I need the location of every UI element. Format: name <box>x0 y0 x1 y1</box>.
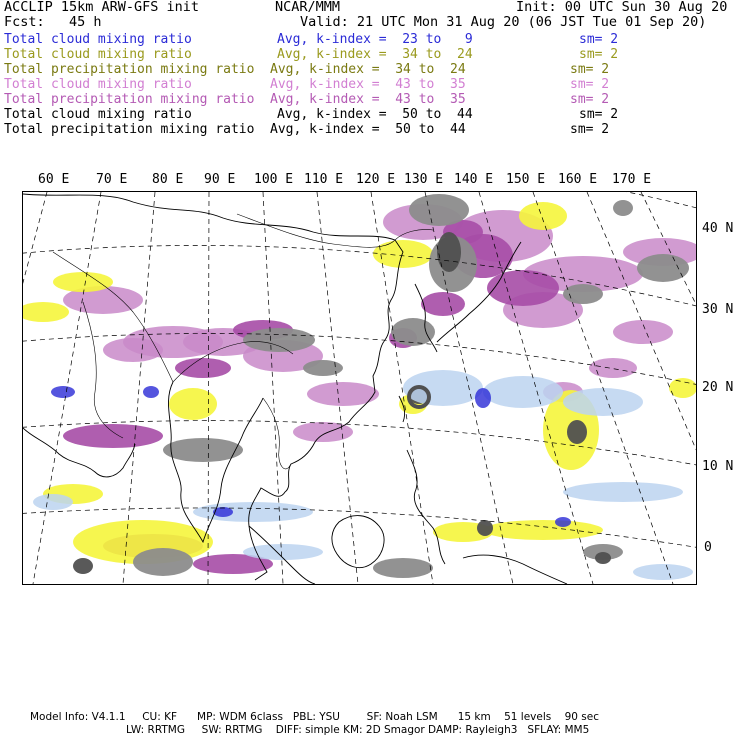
longitude-line <box>23 192 47 584</box>
cloud-field-patch <box>303 360 343 376</box>
longitude-label: 60 E <box>38 172 70 187</box>
field-k-range: Avg, k-index = 34 to 24 <box>270 62 466 77</box>
cloud-field-patch <box>193 502 313 522</box>
latitude-label: 20 N <box>702 380 734 395</box>
longitude-label: 150 E <box>506 172 546 187</box>
field-smoothing: sm= 2 <box>570 77 610 92</box>
coastline-new-guinea <box>463 555 567 584</box>
cloud-field-patch <box>563 482 683 502</box>
longitude-label: 70 E <box>96 172 128 187</box>
cloud-field-patch <box>589 358 637 378</box>
cloud-field-patch <box>143 386 159 398</box>
cloud-field-patch <box>633 564 693 580</box>
cloud-field-patch <box>391 318 435 346</box>
longitude-line <box>263 192 283 584</box>
cloud-field-patch <box>555 517 571 527</box>
coastline-philippines <box>407 450 445 564</box>
border-iran <box>83 302 123 438</box>
longitude-label: 110 E <box>304 172 344 187</box>
cloud-field-patch <box>409 194 469 226</box>
init-time: Init: 00 UTC Sun 30 Aug 20 <box>516 0 728 15</box>
cloud-field-patch <box>563 284 603 304</box>
longitude-label: 170 E <box>612 172 652 187</box>
cloud-field-patch <box>169 388 217 420</box>
valid-time: Valid: 21 UTC Mon 31 Aug 20 (06 JST Tue 01 Sep 20) <box>300 14 707 30</box>
cloud-field-patch <box>53 272 113 292</box>
center-label: NCAR/MMM <box>275 0 341 15</box>
cloud-field-patch <box>437 232 461 272</box>
field-name: Total cloud mixing ratio <box>4 32 192 47</box>
cloud-field-patch <box>23 302 69 322</box>
field-name: Total precipitation mixing ratio <box>4 62 255 77</box>
forecast-hour: Fcst: 45 h <box>4 14 102 30</box>
cloud-field-patch <box>483 376 563 408</box>
latitude-label: 30 N <box>702 302 734 317</box>
map-canvas <box>23 192 696 584</box>
border-mekong <box>263 398 291 469</box>
field-name: Total precipitation mixing ratio <box>4 92 255 107</box>
cloud-field-patch <box>567 420 587 444</box>
cloud-field-patch <box>33 494 73 510</box>
border-central-asia <box>53 252 173 382</box>
field-smoothing: sm= 2 <box>579 47 619 62</box>
cloud-field-patch <box>51 386 75 398</box>
cloud-field-patch <box>487 270 559 306</box>
cloud-field-patch <box>637 254 689 282</box>
longitude-label: 130 E <box>404 172 444 187</box>
longitude-label: 160 E <box>558 172 598 187</box>
field-k-range: Avg, k-index = 34 to 24 <box>277 47 473 62</box>
cloud-field-patch <box>73 558 93 574</box>
field-name: Total cloud mixing ratio <box>4 77 192 92</box>
cloud-field-patch <box>373 558 433 578</box>
latitude-label: 0 <box>704 540 712 555</box>
cloud-field-patch <box>595 552 611 564</box>
longitude-label: 120 E <box>356 172 396 187</box>
field-name: Total cloud mixing ratio <box>4 47 192 62</box>
cloud-field-patch <box>563 388 643 416</box>
field-smoothing: sm= 2 <box>579 32 619 47</box>
longitude-line <box>33 192 101 584</box>
field-smoothing: sm= 2 <box>579 107 619 122</box>
cloud-field-patch <box>477 520 493 536</box>
cloud-field-patch <box>175 358 231 378</box>
latitude-label: 10 N <box>702 459 734 474</box>
field-smoothing: sm= 2 <box>570 122 610 137</box>
cloud-field-patch <box>307 382 379 406</box>
model-info-line2: LW: RRTMG SW: RRTMG DIFF: simple KM: 2D Smagor DAMP: Rayleigh3 SFLAY: MM5 <box>126 724 590 736</box>
cloud-field-patch <box>63 424 163 448</box>
cloud-field-patch <box>613 320 673 344</box>
longitude-label: 100 E <box>254 172 294 187</box>
field-smoothing: sm= 2 <box>570 62 610 77</box>
cloud-field-patch <box>475 388 491 408</box>
cloud-field-patch <box>133 548 193 576</box>
cloud-field-patch <box>613 200 633 216</box>
plot-title: ACCLIP 15km ARW-GFS init <box>4 0 200 15</box>
longitude-label: 140 E <box>454 172 494 187</box>
field-k-range: Avg, k-index = 43 to 35 <box>270 92 466 107</box>
latitude-line <box>23 192 696 212</box>
field-k-range: Avg, k-index = 50 to 44 <box>270 122 466 137</box>
latitude-label: 40 N <box>702 221 734 236</box>
cloud-field-patch <box>421 292 465 316</box>
longitude-label: 90 E <box>204 172 236 187</box>
cloud-field-patch <box>519 202 567 230</box>
field-name: Total precipitation mixing ratio <box>4 122 255 137</box>
longitude-line <box>208 192 209 584</box>
field-k-range: Avg, k-index = 23 to 9 <box>277 32 473 47</box>
border-china-mongolia <box>237 214 395 247</box>
field-k-range: Avg, k-index = 50 to 44 <box>277 107 473 122</box>
map-panel <box>22 191 697 585</box>
field-name: Total cloud mixing ratio <box>4 107 192 122</box>
field-smoothing: sm= 2 <box>570 92 610 107</box>
cloud-field-patch <box>103 338 163 362</box>
field-k-range: Avg, k-index = 43 to 35 <box>270 77 466 92</box>
cloud-field-patch <box>243 328 315 352</box>
longitude-label: 80 E <box>152 172 184 187</box>
coastline-borneo <box>332 516 384 568</box>
model-info-line1: Model Info: V4.1.1 CU: KF MP: WDM 6class PBL: YSU SF: Noah LSM 15 km 51 levels 90 sec <box>30 711 599 723</box>
